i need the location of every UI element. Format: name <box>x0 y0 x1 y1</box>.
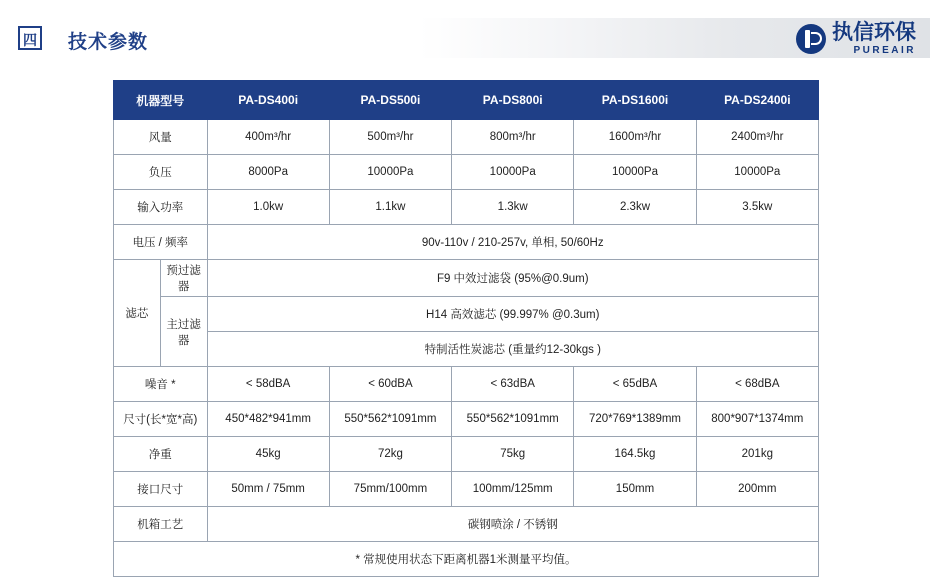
cell-port-ds800i: 100mm/125mm <box>452 472 574 507</box>
cell-weight-ds2400i: 201kg <box>696 437 818 472</box>
cell-noise-ds2400i: < 68dBA <box>696 367 818 402</box>
cell-noise-ds400i: < 58dBA <box>207 367 329 402</box>
cell-pressure-ds400i: 8000Pa <box>207 155 329 190</box>
table-row <box>114 297 819 332</box>
row-sublabel-main-filter: 主过滤器 <box>160 297 207 367</box>
cell-pre-filter: F9 中效过滤袋 (95%@0.9um) <box>207 260 819 297</box>
table-row <box>114 332 819 367</box>
technical-spec-table <box>113 80 819 577</box>
table-row <box>114 507 819 542</box>
column-header-ds1600i: PA-DS1600i <box>574 81 696 120</box>
cell-noise-ds1600i: < 65dBA <box>574 367 696 402</box>
section-number: 四 <box>18 26 42 50</box>
column-header-ds2400i: PA-DS2400i <box>696 81 818 120</box>
cell-dimensions-ds2400i: 800*907*1374mm <box>696 402 818 437</box>
table-row <box>114 367 819 402</box>
cell-weight-ds1600i: 164.5kg <box>574 437 696 472</box>
logo-text <box>832 22 916 56</box>
cell-pressure-ds1600i: 10000Pa <box>574 155 696 190</box>
table-row <box>114 260 819 297</box>
cell-main-filter-carbon: 特制活性炭滤芯 (重量约12-30kgs ) <box>207 332 819 367</box>
cell-pressure-ds2400i: 10000Pa <box>696 155 818 190</box>
row-label-negative-pressure: 负压 <box>114 155 208 190</box>
cell-dimensions-ds400i: 450*482*941mm <box>207 402 329 437</box>
cell-dimensions-ds800i: 550*562*1091mm <box>452 402 574 437</box>
table-row <box>114 402 819 437</box>
cell-port-ds2400i: 200mm <box>696 472 818 507</box>
cell-port-ds1600i: 150mm <box>574 472 696 507</box>
cell-power-ds400i: 1.0kw <box>207 190 329 225</box>
cell-main-filter-hepa: H14 高效滤芯 (99.997% @0.3um) <box>207 297 819 332</box>
cell-power-ds1600i: 2.3kw <box>574 190 696 225</box>
table-row <box>114 225 819 260</box>
row-label-voltage-frequency: 电压 / 频率 <box>114 225 208 260</box>
cell-airflow-ds2400i: 2400m³/hr <box>696 120 818 155</box>
table-header <box>114 81 819 120</box>
row-label-filter: 滤芯 <box>114 260 161 367</box>
cell-cabinet-process: 碳钢喷涂 / 不锈钢 <box>207 507 819 542</box>
company-logo <box>796 22 916 56</box>
table-row <box>114 542 819 577</box>
cell-weight-ds800i: 75kg <box>452 437 574 472</box>
cell-weight-ds500i: 72kg <box>329 437 451 472</box>
table-row <box>114 437 819 472</box>
cell-power-ds500i: 1.1kw <box>329 190 451 225</box>
row-label-input-power: 输入功率 <box>114 190 208 225</box>
row-label-airflow: 风量 <box>114 120 208 155</box>
cell-weight-ds400i: 45kg <box>207 437 329 472</box>
column-header-model: 机器型号 <box>114 81 208 120</box>
column-header-ds800i: PA-DS800i <box>452 81 574 120</box>
column-header-ds500i: PA-DS500i <box>329 81 451 120</box>
cell-port-ds400i: 50mm / 75mm <box>207 472 329 507</box>
logo-english-name: PUREAIR <box>853 45 916 56</box>
cell-pressure-ds500i: 10000Pa <box>329 155 451 190</box>
table-header-row <box>114 81 819 120</box>
logo-mark-icon <box>796 24 826 54</box>
logo-chinese-name: 执信环保 <box>832 21 916 44</box>
page-header <box>0 18 930 58</box>
table-row <box>114 120 819 155</box>
table-row <box>114 190 819 225</box>
page-title: 技术参数 <box>68 32 149 53</box>
row-sublabel-pre-filter: 预过滤器 <box>160 260 207 297</box>
row-label-port-size: 接口尺寸 <box>114 472 208 507</box>
cell-power-ds2400i: 3.5kw <box>696 190 818 225</box>
cell-airflow-ds500i: 500m³/hr <box>329 120 451 155</box>
table-body <box>114 120 819 577</box>
table-row <box>114 155 819 190</box>
row-label-noise: 噪音 * <box>114 367 208 402</box>
cell-voltage-frequency: 90v-110v / 210-257v, 单相, 50/60Hz <box>207 225 819 260</box>
row-label-dimensions: 尺寸(长*宽*高) <box>114 402 208 437</box>
column-header-ds400i: PA-DS400i <box>207 81 329 120</box>
cell-noise-ds500i: < 60dBA <box>329 367 451 402</box>
cell-pressure-ds800i: 10000Pa <box>452 155 574 190</box>
cell-airflow-ds400i: 400m³/hr <box>207 120 329 155</box>
row-label-net-weight: 净重 <box>114 437 208 472</box>
cell-port-ds500i: 75mm/100mm <box>329 472 451 507</box>
cell-airflow-ds1600i: 1600m³/hr <box>574 120 696 155</box>
cell-noise-ds800i: < 63dBA <box>452 367 574 402</box>
cell-dimensions-ds1600i: 720*769*1389mm <box>574 402 696 437</box>
table-footnote: * 常规使用状态下距离机器1米测量平均值。 <box>114 542 819 577</box>
row-label-cabinet-process: 机箱工艺 <box>114 507 208 542</box>
spec-table-container <box>113 80 819 577</box>
cell-airflow-ds800i: 800m³/hr <box>452 120 574 155</box>
table-row <box>114 472 819 507</box>
cell-power-ds800i: 1.3kw <box>452 190 574 225</box>
cell-dimensions-ds500i: 550*562*1091mm <box>329 402 451 437</box>
